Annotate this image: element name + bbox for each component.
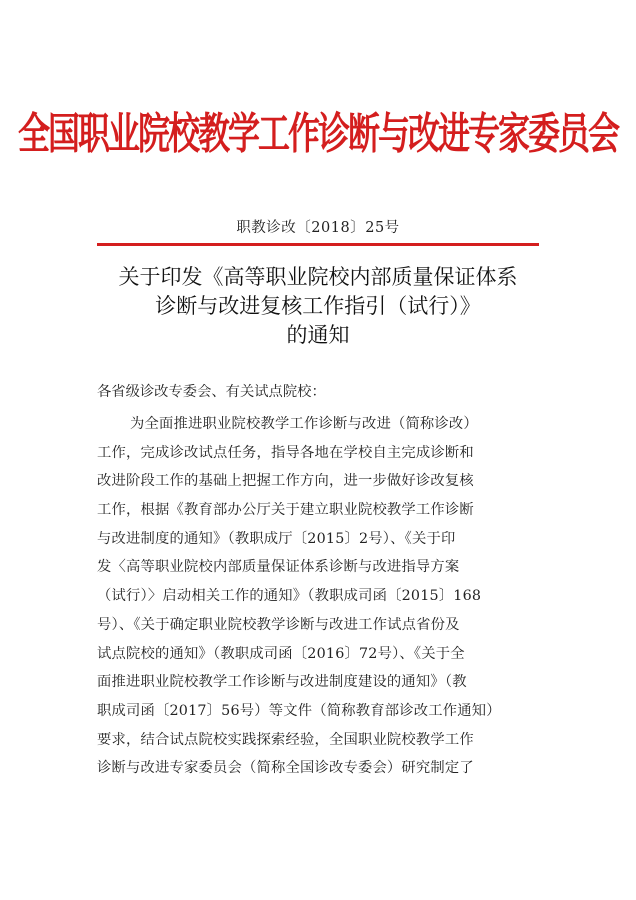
notice-title (0, 263, 636, 350)
body-paragraph (97, 410, 543, 783)
salutation: 各省级诊改专委会、有关试点院校： (97, 384, 326, 400)
paragraph-line: 要求，结合试点院校实践探索经验，全国职业院校教学工作 (97, 731, 474, 748)
paragraph-line: 试点院校的通知》（教职成司函〔2016〕72号）、《关于全 (97, 645, 465, 662)
paragraph-line: 职成司函〔2017〕56号）等文件（简称教育部诊改工作通知） (97, 702, 501, 719)
paragraph-line: 诊断与改进专家委员会（简称全国诊改专委会）研究制定了 (97, 760, 474, 777)
paragraph-line: （试行）〉启动相关工作的通知》（教职成司函〔2015〕168 (97, 588, 482, 605)
paragraph-line: 面推进职业院校教学工作诊断与改进制度建设的通知》（教 (97, 674, 467, 691)
title-line-1: 关于印发《高等职业院校内部质量保证体系 (118, 265, 518, 289)
paragraph-line: 改进阶段工作的基础上把握工作方向，进一步做好诊改复核 (97, 473, 474, 490)
paragraph-line: 号）、《关于确定职业院校教学诊断与改进工作试点省份及 (97, 616, 460, 633)
document-number: 职教诊改〔2018〕25号 (236, 220, 400, 236)
red-divider-rule (97, 243, 539, 246)
paragraph-line: 与改进制度的通知》（教职成厅〔2015〕2号）、《关于印 (97, 530, 456, 547)
paragraph-line: 工作，根据《教育部办公厅关于建立职业院校教学工作诊断 (97, 502, 474, 519)
masthead-organization: 全国职业院校教学工作诊断与改进专家委员会 (17, 108, 618, 160)
title-line-2: 诊断与改进复核工作指引（试行）》 (155, 294, 481, 318)
paragraph-line: 工作，完成诊改试点任务，指导各地在学校自主完成诊断和 (97, 444, 474, 461)
paragraph-line: 为全面推进职业院校教学工作诊断与改进（简称诊改） (130, 416, 478, 432)
paragraph-line: 发〈高等职业院校内部质量保证体系诊断与改进指导方案 (97, 559, 460, 576)
title-line-3: 的通知 (286, 323, 350, 347)
